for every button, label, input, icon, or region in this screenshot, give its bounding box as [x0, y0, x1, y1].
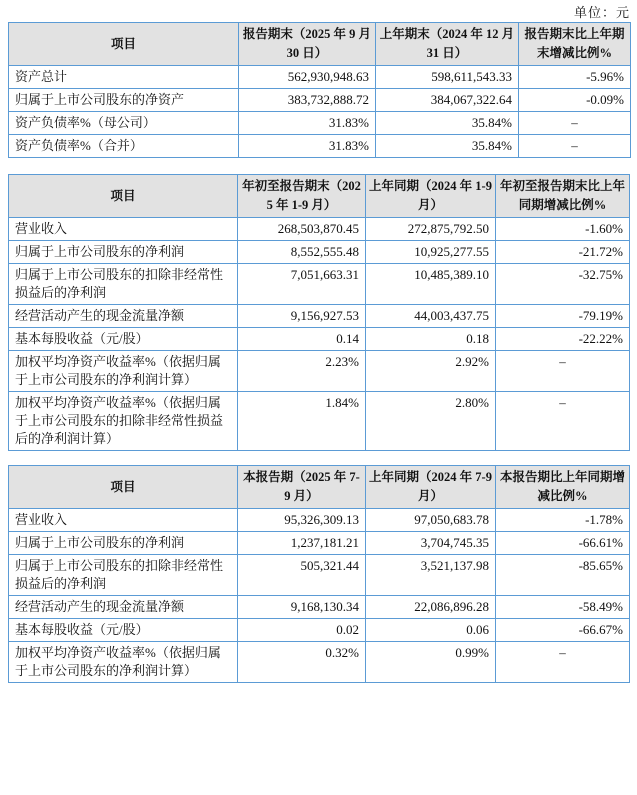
column-header: 上年同期（2024 年 1-9 月）	[366, 175, 496, 218]
cell-value: 3,704,745.35	[366, 532, 496, 555]
cell-value: 2.92%	[366, 351, 496, 392]
table-row	[9, 555, 630, 596]
row-label: 归属于上市公司股东的扣除非经常性损益后的净利润	[9, 264, 238, 305]
cell-value: –	[496, 351, 630, 392]
cell-value: 0.14	[238, 328, 366, 351]
table-row	[9, 305, 630, 328]
table-row	[9, 596, 630, 619]
cell-value: 10,925,277.55	[366, 241, 496, 264]
cell-value: 7,051,663.31	[238, 264, 366, 305]
table-row	[9, 642, 630, 683]
cell-value: 1.84%	[238, 392, 366, 451]
column-header: 年初至报告期末（2025 年 1-9 月）	[238, 175, 366, 218]
table-header-row	[9, 466, 630, 509]
cell-value: 2.23%	[238, 351, 366, 392]
row-label: 经营活动产生的现金流量净额	[9, 596, 238, 619]
cell-value: -0.09%	[519, 89, 631, 112]
cell-value: 95,326,309.13	[238, 509, 366, 532]
column-header: 上年同期（2024 年 7-9 月）	[366, 466, 496, 509]
row-label: 归属于上市公司股东的净资产	[9, 89, 239, 112]
table-header-row	[9, 23, 631, 66]
row-label: 加权平均净资产收益率%（依据归属于上市公司股东的扣除非经常性损益后的净利润计算）	[9, 392, 238, 451]
cell-value: 562,930,948.63	[239, 66, 376, 89]
row-label: 资产负债率%（母公司）	[9, 112, 239, 135]
cell-value: 1,237,181.21	[238, 532, 366, 555]
cell-value: 2.80%	[366, 392, 496, 451]
cell-value: 35.84%	[376, 135, 519, 158]
row-label: 归属于上市公司股东的扣除非经常性损益后的净利润	[9, 555, 238, 596]
table-row	[9, 619, 630, 642]
table-row	[9, 392, 630, 451]
cell-value: 22,086,896.28	[366, 596, 496, 619]
cell-value: -85.65%	[496, 555, 630, 596]
column-header: 上年期末（2024 年 12 月 31 日）	[376, 23, 519, 66]
row-label: 加权平均净资产收益率%（依据归属于上市公司股东的净利润计算）	[9, 351, 238, 392]
table-row	[9, 66, 631, 89]
column-header: 项目	[9, 175, 238, 218]
row-label: 基本每股收益（元/股）	[9, 619, 238, 642]
row-label: 营业收入	[9, 218, 238, 241]
column-header: 项目	[9, 466, 238, 509]
cell-value: -66.67%	[496, 619, 630, 642]
cell-value: -66.61%	[496, 532, 630, 555]
row-label: 营业收入	[9, 509, 238, 532]
table-row	[9, 509, 630, 532]
cell-value: 97,050,683.78	[366, 509, 496, 532]
cell-value: -1.78%	[496, 509, 630, 532]
column-header: 本报告期比上年同期增减比例%	[496, 466, 630, 509]
period-end-assets-table	[8, 22, 631, 158]
cell-value: -32.75%	[496, 264, 630, 305]
column-header: 报告期末比上年期末增减比例%	[519, 23, 631, 66]
cell-value: 31.83%	[239, 135, 376, 158]
cell-value: 384,067,322.64	[376, 89, 519, 112]
table-row	[9, 218, 630, 241]
cell-value: 0.02	[238, 619, 366, 642]
table-row	[9, 241, 630, 264]
table-row	[9, 112, 631, 135]
cell-value: 10,485,389.10	[366, 264, 496, 305]
table-row	[9, 135, 631, 158]
table-row	[9, 351, 630, 392]
cell-value: –	[519, 135, 631, 158]
column-header: 年初至报告期末比上年同期增减比例%	[496, 175, 630, 218]
unit-label: 单位：元	[573, 5, 630, 20]
cell-value: -5.96%	[519, 66, 631, 89]
table-row	[9, 264, 630, 305]
cell-value: –	[496, 392, 630, 451]
cell-value: –	[519, 112, 631, 135]
cell-value: -1.60%	[496, 218, 630, 241]
cell-value: 9,168,130.34	[238, 596, 366, 619]
row-label: 归属于上市公司股东的净利润	[9, 532, 238, 555]
cell-value: 383,732,888.72	[239, 89, 376, 112]
cell-value: -58.49%	[496, 596, 630, 619]
cell-value: 8,552,555.48	[238, 241, 366, 264]
row-label: 归属于上市公司股东的净利润	[9, 241, 238, 264]
cell-value: -79.19%	[496, 305, 630, 328]
column-header: 报告期末（2025 年 9 月 30 日）	[239, 23, 376, 66]
cell-value: 0.18	[366, 328, 496, 351]
column-header: 本报告期（2025 年 7-9 月）	[238, 466, 366, 509]
row-label: 加权平均净资产收益率%（依据归属于上市公司股东的净利润计算）	[9, 642, 238, 683]
cell-value: 0.32%	[238, 642, 366, 683]
current-quarter-results-table	[8, 465, 630, 683]
row-label: 资产负债率%（合并）	[9, 135, 239, 158]
cell-value: 31.83%	[239, 112, 376, 135]
cell-value: 3,521,137.98	[366, 555, 496, 596]
cell-value: 268,503,870.45	[238, 218, 366, 241]
cell-value: 44,003,437.75	[366, 305, 496, 328]
cell-value: 9,156,927.53	[238, 305, 366, 328]
cell-value: –	[496, 642, 630, 683]
table-row	[9, 532, 630, 555]
table-header-row	[9, 175, 630, 218]
row-label: 经营活动产生的现金流量净额	[9, 305, 238, 328]
cell-value: 0.99%	[366, 642, 496, 683]
cell-value: -21.72%	[496, 241, 630, 264]
table-row	[9, 328, 630, 351]
row-label: 基本每股收益（元/股）	[9, 328, 238, 351]
year-to-date-results-table	[8, 174, 630, 451]
table-row	[9, 89, 631, 112]
column-header: 项目	[9, 23, 239, 66]
cell-value: -22.22%	[496, 328, 630, 351]
cell-value: 35.84%	[376, 112, 519, 135]
cell-value: 598,611,543.33	[376, 66, 519, 89]
row-label: 资产总计	[9, 66, 239, 89]
cell-value: 0.06	[366, 619, 496, 642]
cell-value: 505,321.44	[238, 555, 366, 596]
cell-value: 272,875,792.50	[366, 218, 496, 241]
